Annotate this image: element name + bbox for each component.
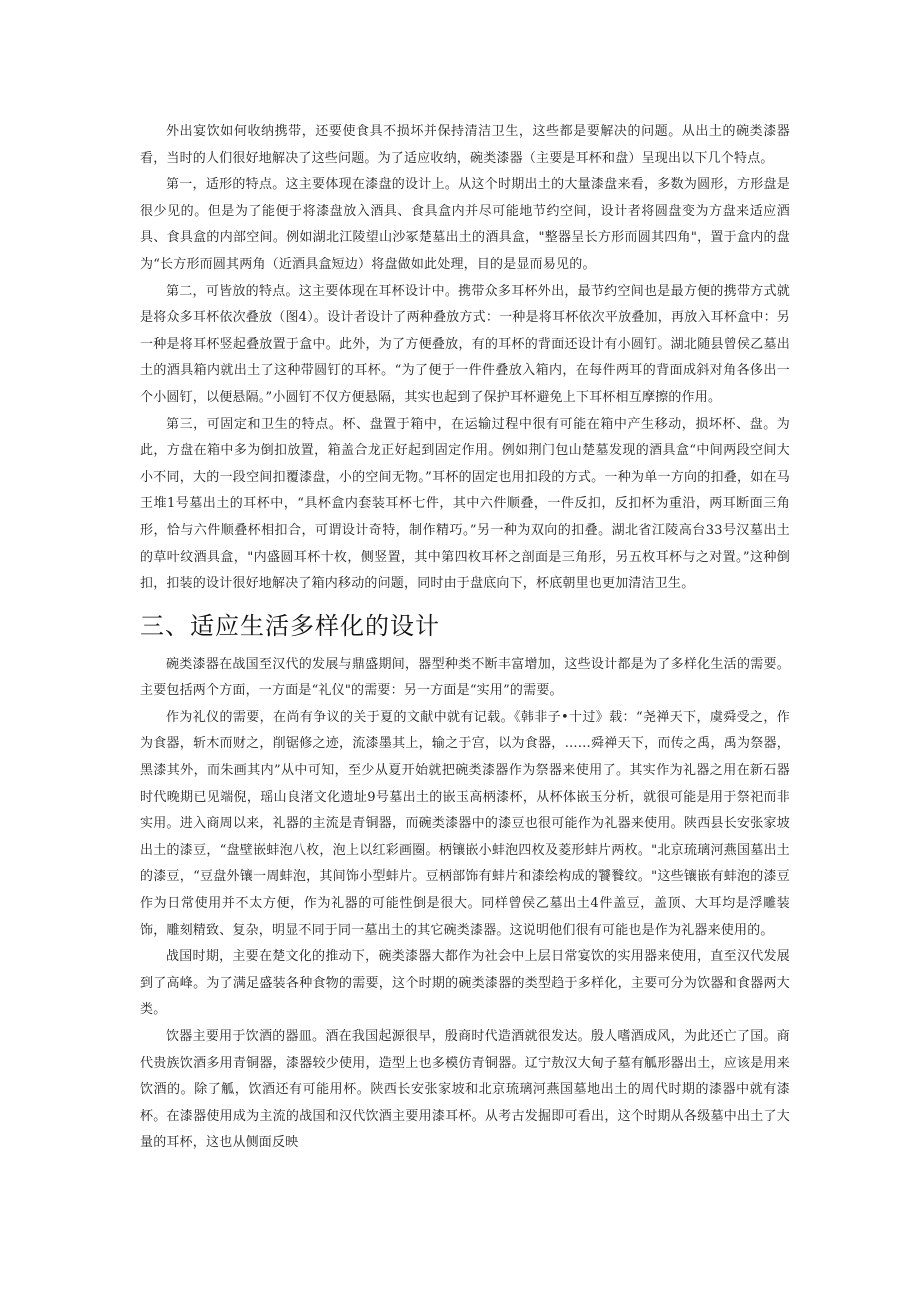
- paragraph-storage-intro: 外出宴饮如何收纳携带，还要使食具不损坏并保持清洁卫生，这些都是要解决的问题。从出土的碗类漆器看，当时的人们很好地解决了这些问题。为了适应收纳，碗类漆器（主要是耳杯和盘）呈现出以下几个特点。: [140, 124, 790, 166]
- paragraph-first-feature: 第一，适形的特点。这主要体现在漆盘的设计上。从这个时期出土的大量漆盘来看，多数为圆形，方形盘是很少见的。但是为了能便于将漆盘放入酒具、食具盒内并尽可能地节约空间，设计者将圆盘变为方盘来适应酒具、食具盒的内部空间。例如湖北江陵望山沙冢楚墓出土的酒具盒，"整器呈长方形而圆其四角"，置于盒内的盘为“长方形而圆其两角（近酒具盒短边）将盘做如此处理，目的是显而易见的。: [140, 177, 790, 272]
- paragraph-second-feature: 第二，可皆放的特点。这主要体现在耳杯设计中。携带众多耳杯外出，最节约空间也是最方便的携带方式就是将众多耳杯依次叠放（图4）。设计者设计了两种叠放方式：一种是将耳杯依次平放叠加，再放入耳杯盒中：另一种是将耳杯竖起叠放置于盒中。此外，为了方便叠放，有的耳杯的背面还设计有小圆钉。湖北随县曾侯乙墓出土的酒具箱内就出土了这种带圆钉的耳杯。“为了便于一件件叠放入箱内，在每件两耳的背面成斜对角各侈出一个小圆钉，以便悬隔。”小圆钉不仅方便悬隔，其实也起到了保护耳杯避免上下耳杯相互摩擦的作用。: [140, 283, 790, 405]
- paragraph-warring-states: 战国时期，主要在楚文化的推动下，碗类漆器大都作为社会中上层日常宴饮的实用器来使用，直至汉代发展到了高峰。为了满足盛装各种食物的需要，这个时期的碗类漆器的类型趋于多样化，主要可分为饮器和食器两大类。: [140, 949, 790, 1018]
- paragraph-diversity-intro: 碗类漆器在战国至汉代的发展与鼎盛期间，器型种类不断丰富增加，这些设计都是为了多样化生活的需要。主要包括两个方面，一方面是“礼仪"的需要：另一方面是“实用”的需要。: [140, 656, 790, 699]
- document-body: [140, 119, 790, 1157]
- paragraph-drinking-vessels: 饮器主要用于饮酒的器皿。酒在我国起源很早，殷商时代造酒就很发达。殷人嗜酒成风，为此还亡了国。商代贵族饮酒多用青铜器，漆器较少使用，造型上也多模仿青铜器。辽宁敖汉大甸子墓有觚形器出土，应该是用来饮酒的。除了觚，饮酒还有可能用杯。陕西长安张家坡和北京琉璃河燕国墓地出土的周代时期的漆器中就有漆杯。在漆器使用成为主流的战国和汉代饮酒主要用漆耳杯。从考古发掘即可看出，这个时期从各级墓中出土了大量的耳杯，这也从侧面反映: [140, 1029, 790, 1151]
- paragraph-ritual-use: 作为礼仪的需要，在尚有争议的关于夏的文献中就有记载。《韩非子•十过》载：“尧禅天下，虞舜受之，作为食器，斩木而财之，削锯修之迹，流漆墨其上，输之于宫，以为食器，……舜禅天下，而传之禹，禹为祭器，黑漆其外，而朱画其内”从中可知，至少从夏开始就把碗类漆器作为祭器来使用了。其实作为礼器之用在新石器时代晚期已见端倪，瑶山良渚文化遗址9号墓出土的嵌玉高柄漆杯，从杯体嵌玉分析，就很可能是用于祭祀而非实用。进入商周以来，礼器的主流是青铜器，而碗类漆器中的漆豆也很可能作为礼器来使用。陕西县长安张家坡出土的漆豆，“盘壁嵌蚌泡八枚，泡上以红彩画圈。柄镶嵌小蚌泡四枚及菱形蚌片两枚。"北京琉璃河燕国墓出土的漆豆，“豆盘外镶一周蚌泡，其间饰小型蚌片。豆柄部饰有蚌片和漆绘构成的饕餮纹。"这些镶嵌有蚌泡的漆豆作为日常使用并不太方便，作为礼器的可能性倒是很大。同样曾侯乙墓出土4件盖豆，盖顶、大耳均是浮雕装饰，雕刻精致、复杂，明显不同于同一墓出土的其它碗类漆器。这说明他们很有可能也是作为礼器来使用的。: [140, 709, 790, 938]
- paragraph-third-feature: 第三，可固定和卫生的特点。杯、盘置于箱中，在运输过程中很有可能在箱中产生移动，损坏杯、盘。为此，方盘在箱中多为倒扣放置，箱盖合龙正好起到固定作用。例如荆门包山楚墓发现的酒具盒“中间两段空间大小不同，大的一段空间扣覆漆盘，小的空间无物。”耳杯的固定也用扣段的方式。一种为单一方向的扣叠，如在马王堆1号墓出土的耳杯中，“具杯盒内套装耳杯七件，其中六件顺叠，一件反扣，反扣杯为重沿，两耳断面三角形，恰与六件顺叠杯相扣合，可谓设计奇特，制作精巧。”另一种为双向的扣叠。湖北省江陵高台33号汉墓出土的草叶纹酒具盒，"内盛圆耳杯十枚，侧竖置，其中第四枚耳杯之剖面是三角形，另五枚耳杯与之对置。”这种倒扣，扣装的设计很好地解决了箱内移动的问题，同时由于盘底向下，杯底朝里也更加清洁卫生。: [140, 416, 790, 592]
- section-heading: 三、适应生活多样化的设计: [140, 611, 440, 640]
